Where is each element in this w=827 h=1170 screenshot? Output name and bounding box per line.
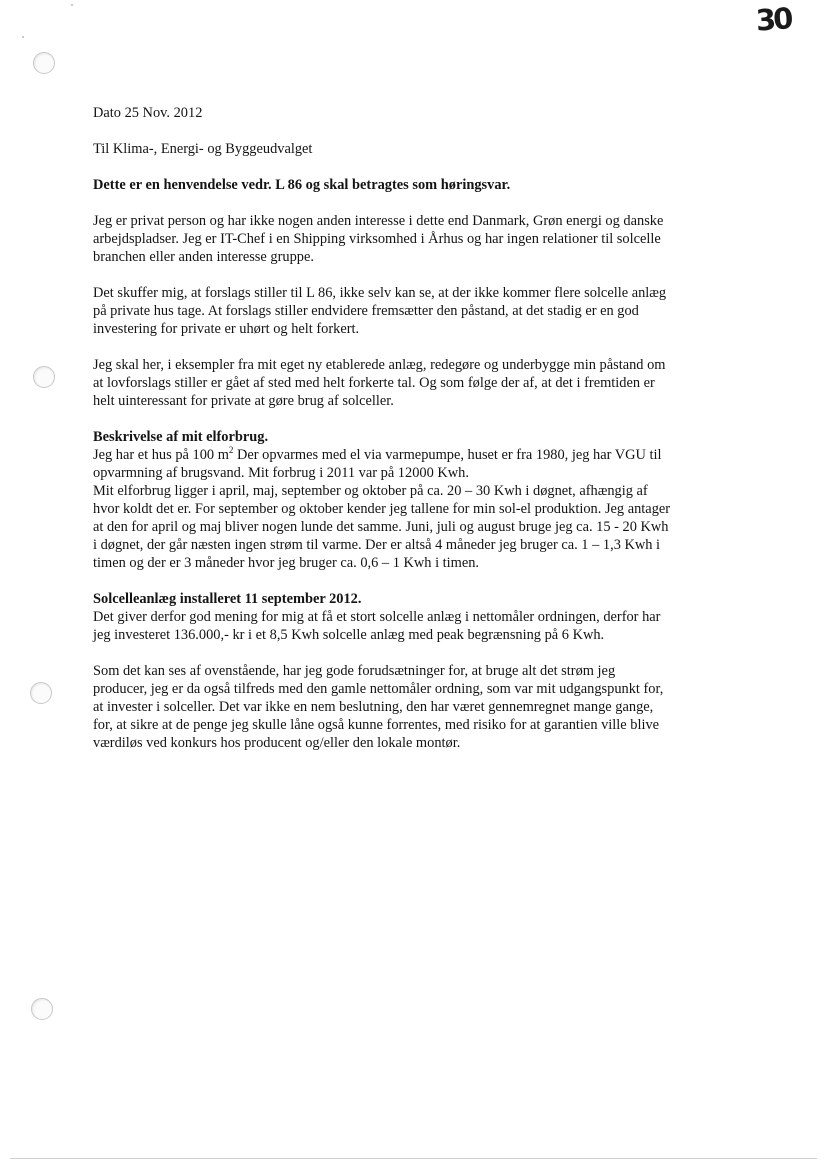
scan-speck bbox=[22, 36, 24, 38]
letter-body bbox=[93, 104, 738, 770]
paragraph-intro: Jeg er privat person og har ikke nogen anden interesse i dette end Danmark, Grøn energi og danske arbejdspladser. Jeg er IT-Chef i en Shipping virksomhed i Århus og har ingen relationer til solcelle branchen eller anden interesse gruppe. bbox=[93, 213, 664, 265]
punch-hole-3 bbox=[30, 682, 52, 704]
scan-speck bbox=[71, 4, 73, 6]
section-consumption: Beskrivelse af mit elforbrug. Jeg har et hus på 100 $m^2$ Der opvarmes med el via varmepumpe, huset er fra 1980, jeg har VGU til opvarmning af brugsvand. Mit forbrug i 2011 var på 12000 Kwh. Mit elforbrug ligger i april, maj, september og oktober på ca. 20 – 30 Kwh i døgnet, afhængig af hvor koldt det er. For september og oktober kender jeg tallene for min sol-el produktion. Jeg antager at den for april og maj bliver nogen lunde det samme. Juni, juli og august bruge jeg ca. 15 - 20 Kwh i døgnet, der går næsten ingen strøm til varme. Der er altså 4 måneder jeg bruger ca. 1 – 1,3 Kwh i timen og der er 3 måneder hvor jeg bruger ca. 0,6 – 1 Kwh i timen. bbox=[93, 428, 738, 572]
scan-edge-line bbox=[10, 1158, 817, 1159]
punch-hole-2 bbox=[33, 366, 55, 388]
letter-heading: Dette er en henvendelse vedr. L 86 og skal betragtes som høringsvar. bbox=[93, 177, 511, 193]
date-line: Dato 25 Nov. 2012 bbox=[93, 105, 203, 121]
punch-hole-1 bbox=[33, 52, 55, 74]
recipient-line: Til Klima-, Energi- og Byggeudvalget bbox=[93, 141, 313, 157]
page-number-stamp: 30 bbox=[754, 1, 792, 38]
section-heading: Beskrivelse af mit elforbrug. bbox=[93, 429, 269, 445]
section-heading: Solcelleanlæg installeret 11 september 2012. bbox=[93, 591, 362, 607]
section-installation: Solcelleanlæg installeret 11 september 2012. Det giver derfor god mening for mig at få et stort solcelle anlæg i nettomåler ordningen, derfor har jeg investeret 136.000,- kr i et 8,5 Kwh solcelle anlæg med peak begrænsning på 6 Kwh. bbox=[93, 590, 738, 644]
paragraph-claim: Jeg skal her, i eksempler fra mit eget ny etablerede anlæg, redegøre og underbygge min påstand om at lovforslags stiller er gået af sted med helt forkerte tal. Og som følge der af, at det i fremtiden er helt uinteressant for private at gøre brug af solceller. bbox=[93, 357, 666, 409]
paragraph-conclusion: Som det kan ses af ovenstående, har jeg gode forudsætninger for, at bruge alt det strøm jeg producer, jeg er da også tilfreds med den gamle nettomåler ordning, som var mit udgangspunkt for, at invester i solceller. Det var ikke en nem beslutning, den har været gennemregnet mange gange, for, at sikre at de penge jeg skulle låne også kunne forrentes, med risiko for at garantien ville blive værdiløs ved konkurs hos producent og/eller den lokale montør. bbox=[93, 663, 664, 751]
paragraph-criticism: Det skuffer mig, at forslags stiller til L 86, ikke selv kan se, at der ikke kommer flere solcelle anlæg på private hus tage. At forslags stiller endvidere fremsætter den påstand, at det stadig er en god investering for private er uhørt og helt forkert. bbox=[93, 285, 667, 337]
punch-hole-4 bbox=[31, 998, 53, 1020]
